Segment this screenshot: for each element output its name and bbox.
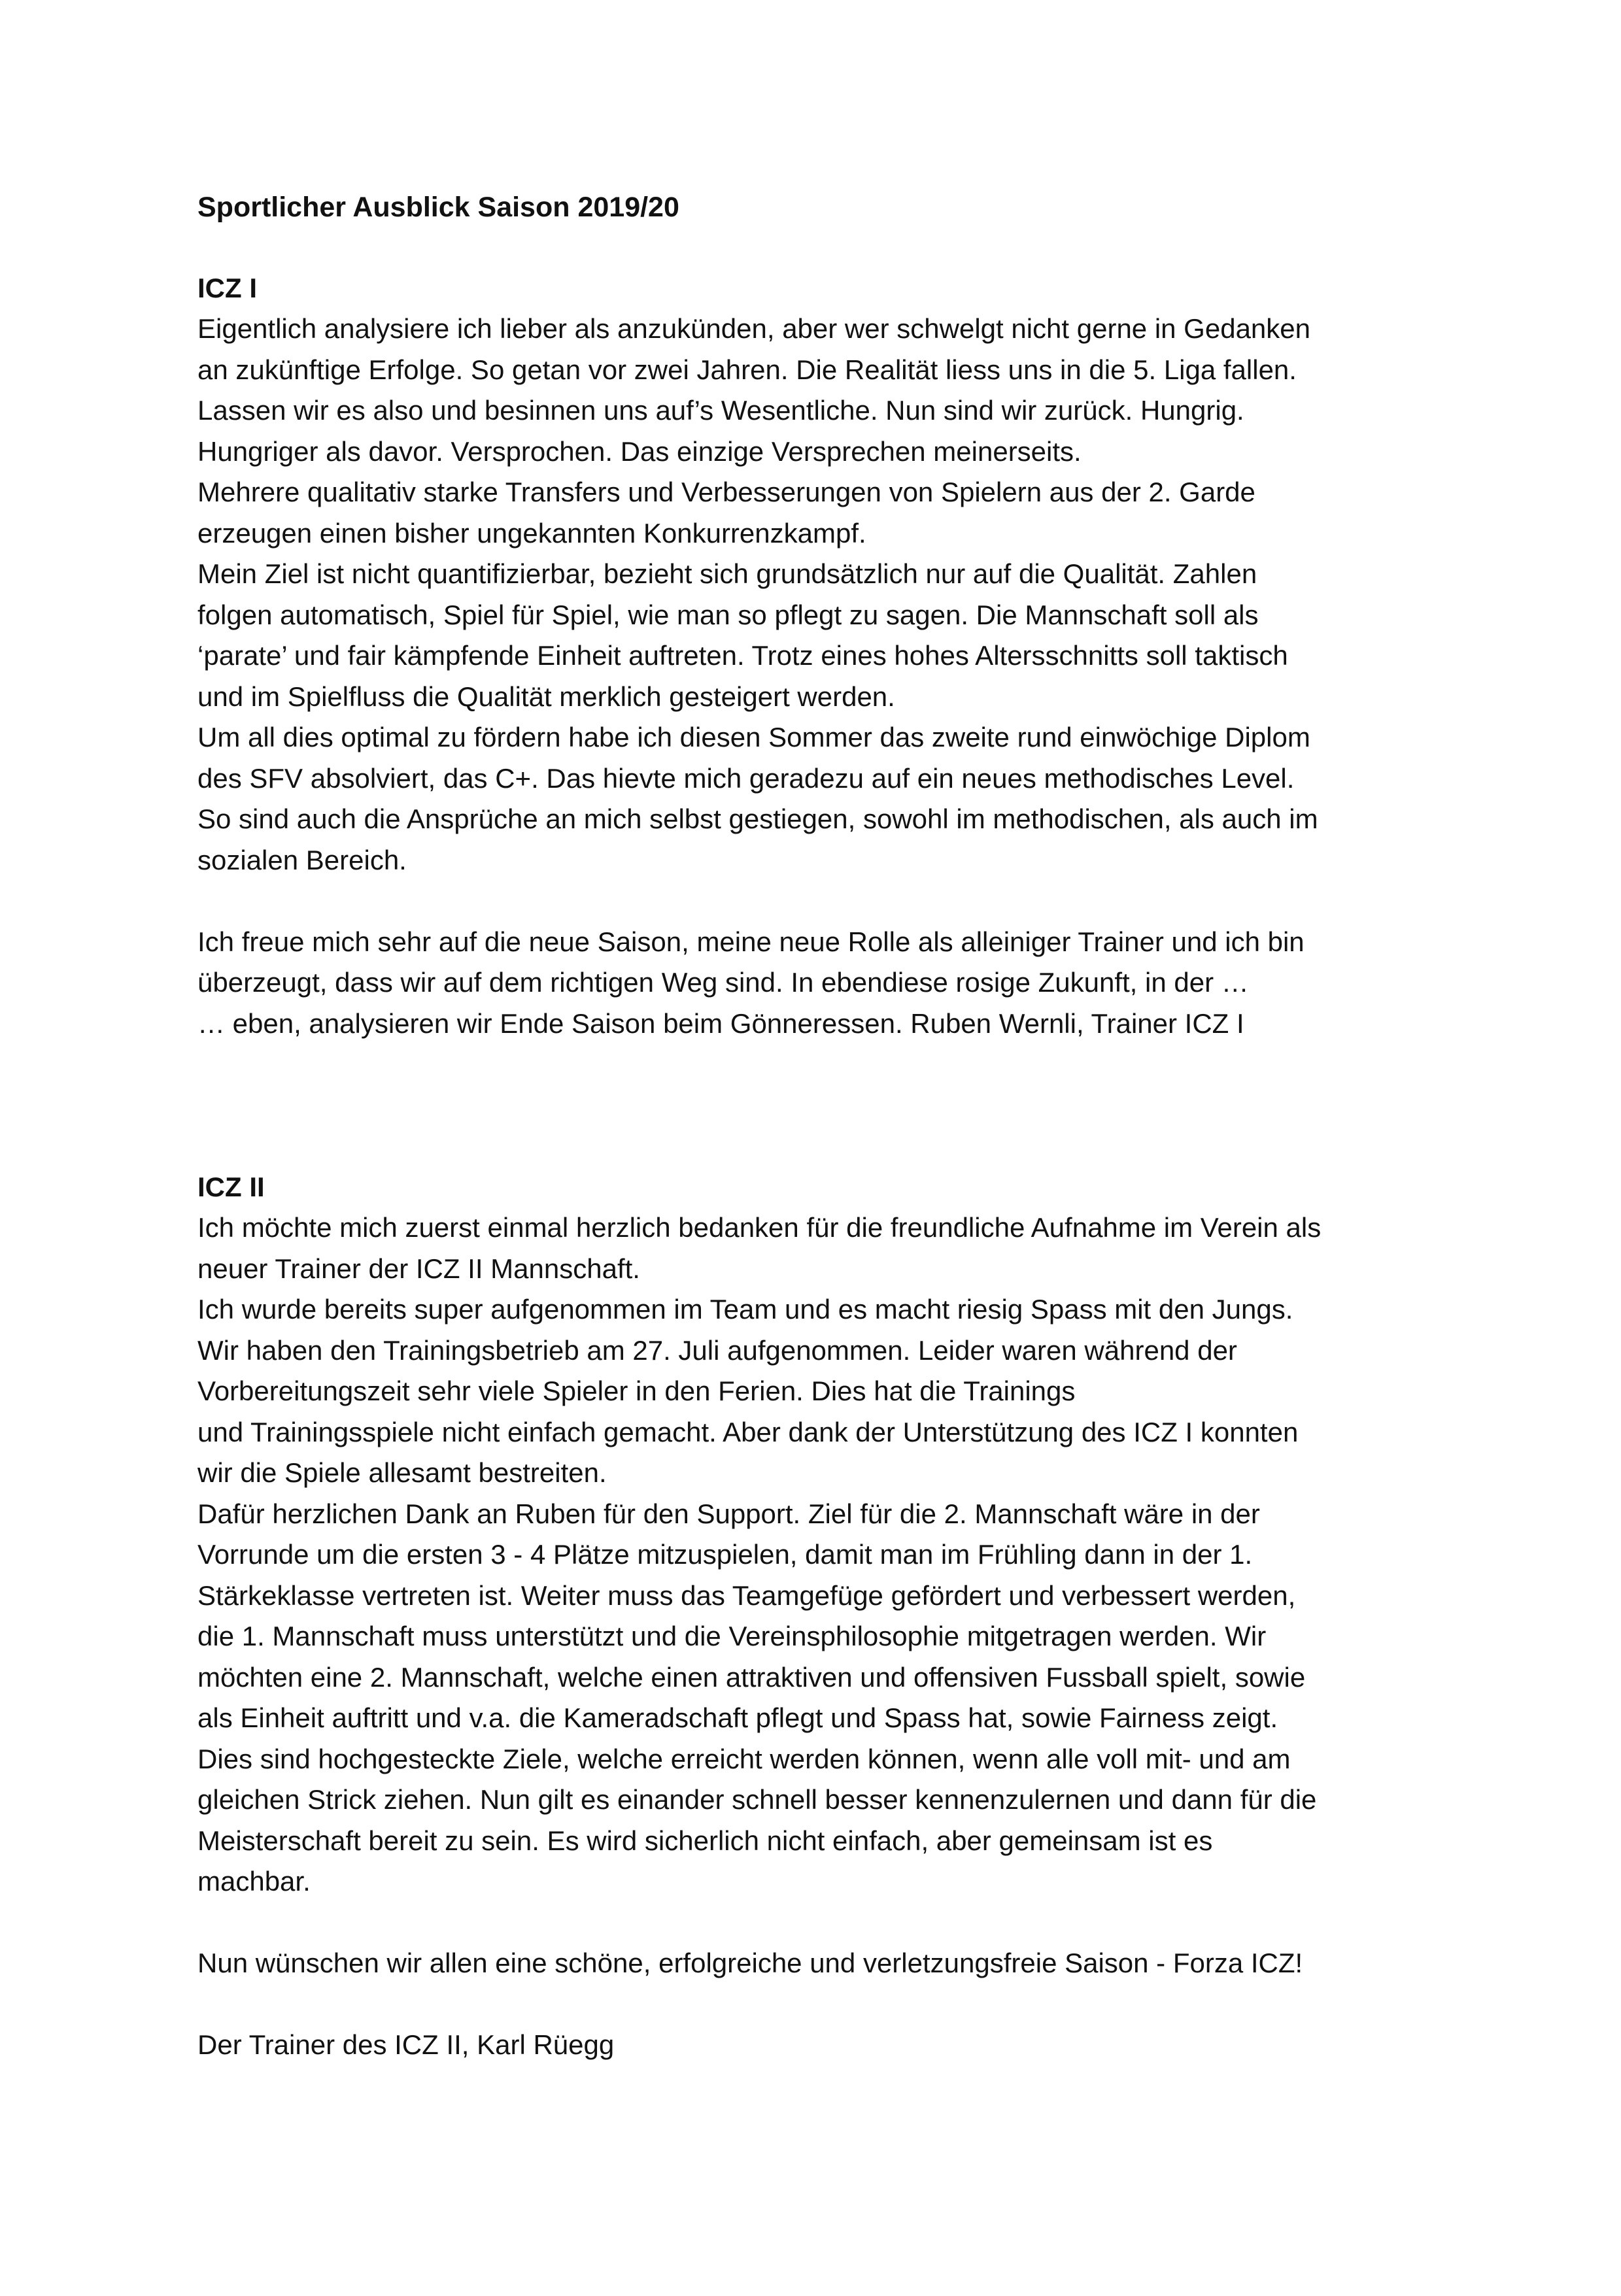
paragraph-line: möchten eine 2. Mannschaft, welche einen attraktiven und offensiven Fussball spielt, sowie: [197, 1661, 1306, 1693]
section-spacer: [197, 1044, 1492, 1167]
paragraph-spacer: [197, 1984, 1492, 2025]
paragraph-line: Meisterschaft bereit zu sein. Es wird sicherlich nicht einfach, aber gemeinsam ist es: [197, 1825, 1213, 1856]
closing-line: … eben, analysieren wir Ende Saison beim Gönneressen. Ruben Wernli, Trainer ICZ I: [197, 1007, 1244, 1039]
paragraph-line: Hungriger als davor. Versprochen. Das einzige Versprechen meinerseits.: [197, 435, 1082, 467]
paragraph-line: und Trainingsspiele nicht einfach gemacht. Aber dank der Unterstützung des ICZ I konnten: [197, 1416, 1299, 1447]
paragraph-line: Dies sind hochgesteckte Ziele, welche erreicht werden können, wenn alle voll mit- und am: [197, 1743, 1291, 1774]
document-body: [197, 187, 1492, 2066]
signature-line: Der Trainer des ICZ II, Karl Rüegg: [197, 2029, 615, 2060]
paragraph-line: Lassen wir es also und besinnen uns auf’s Wesentliche. Nun sind wir zurück. Hungrig.: [197, 395, 1244, 426]
paragraph-line: Um all dies optimal zu fördern habe ich diesen Sommer das zweite rund einwöchige Diplom: [197, 722, 1310, 752]
paragraph-line: gleichen Strick ziehen. Nun gilt es einander schnell besser kennenzulernen und dann für die: [197, 1784, 1317, 1815]
paragraph-line: Mehrere qualitativ starke Transfers und Verbesserungen von Spielern aus der 2. Garde: [197, 477, 1255, 507]
paragraph-line: als Einheit auftritt und v.a. die Kameradschaft pflegt und Spass hat, sowie Fairness zeigt.: [197, 1702, 1278, 1733]
paragraph-line: Ich wurde bereits super aufgenommen im Team und es macht riesig Spass mit den Jungs.: [197, 1294, 1293, 1325]
section-heading: ICZ I: [197, 273, 257, 303]
closing-line: überzeugt, dass wir auf dem richtigen Weg sind. In ebendiese rosige Zukunft, in der …: [197, 967, 1249, 998]
paragraph-line: Wir haben den Trainingsbetrieb am 27. Juli aufgenommen. Leider waren während der: [197, 1334, 1237, 1366]
paragraph-line: und im Spielfluss die Qualität merklich gesteigert werden.: [197, 681, 895, 712]
section-heading: ICZ II: [197, 1172, 265, 1202]
paragraph-line: Eigentlich analysiere ich lieber als anzukünden, aber wer schwelgt nicht gerne in Gedanken: [197, 313, 1311, 344]
paragraph-line: des SFV absolviert, das C+. Das hievte mich geradezu auf ein neues methodisches Level.: [197, 762, 1295, 794]
closing-line: Ich freue mich sehr auf die neue Saison, meine neue Rolle als alleiniger Trainer und ich bin: [197, 926, 1305, 957]
paragraph-line: Vorbereitungszeit sehr viele Spieler in den Ferien. Dies hat die Trainings: [197, 1376, 1076, 1406]
paragraph-line: machbar.: [197, 1866, 311, 1897]
section-icz-2: [197, 1167, 1492, 2066]
paragraph-line: an zukünftige Erfolge. So getan vor zwei Jahren. Die Realität liess uns in die 5. Liga fallen.: [197, 354, 1297, 385]
paragraph-line: Ich möchte mich zuerst einmal herzlich bedanken für die freundliche Aufnahme im Verein als: [197, 1212, 1322, 1243]
wish-line: Nun wünschen wir allen eine schöne, erfolgreiche und verletzungsfreie Saison - Forza ICZ!: [197, 1948, 1303, 1978]
paragraph-line: folgen automatisch, Spiel für Spiel, wie man so pflegt zu sagen. Die Mannschaft soll als: [197, 599, 1259, 630]
section-icz-1: [197, 268, 1492, 1044]
paragraph-line: So sind auch die Ansprüche an mich selbst gestiegen, sowohl im methodischen, als auch im: [197, 803, 1318, 834]
paragraph-spacer: [197, 1902, 1492, 1944]
paragraph-line: Stärkeklasse vertreten ist. Weiter muss das Teamgefüge gefördert und verbessert werden,: [197, 1579, 1296, 1611]
paragraph-line: wir die Spiele allesamt bestreiten.: [197, 1457, 607, 1488]
paragraph-line: sozialen Bereich.: [197, 844, 407, 875]
page-title: Sportlicher Ausblick Saison 2019/20: [197, 192, 679, 223]
paragraph-line: Mein Ziel ist nicht quantifizierbar, bezieht sich grundsätzlich nur auf die Qualität. Zahlen: [197, 558, 1257, 589]
paragraph-line: ‘parate’ und fair kämpfende Einheit auftreten. Trotz eines hohes Altersschnitts soll taktisch: [197, 640, 1288, 671]
paragraph-line: Vorrunde um die ersten 3 - 4 Plätze mitzuspielen, damit man im Frühling dann in der 1.: [197, 1539, 1253, 1570]
paragraph-spacer: [197, 881, 1492, 922]
paragraph-line: Dafür herzlichen Dank an Ruben für den Support. Ziel für die 2. Mannschaft wäre in der: [197, 1498, 1260, 1529]
paragraph-line: erzeugen einen bisher ungekannten Konkurrenzkampf.: [197, 517, 866, 549]
paragraph-line: neuer Trainer der ICZ II Mannschaft.: [197, 1253, 640, 1284]
paragraph-line: die 1. Mannschaft muss unterstützt und die Vereinsphilosophie mitgetragen werden. Wir: [197, 1621, 1267, 1651]
